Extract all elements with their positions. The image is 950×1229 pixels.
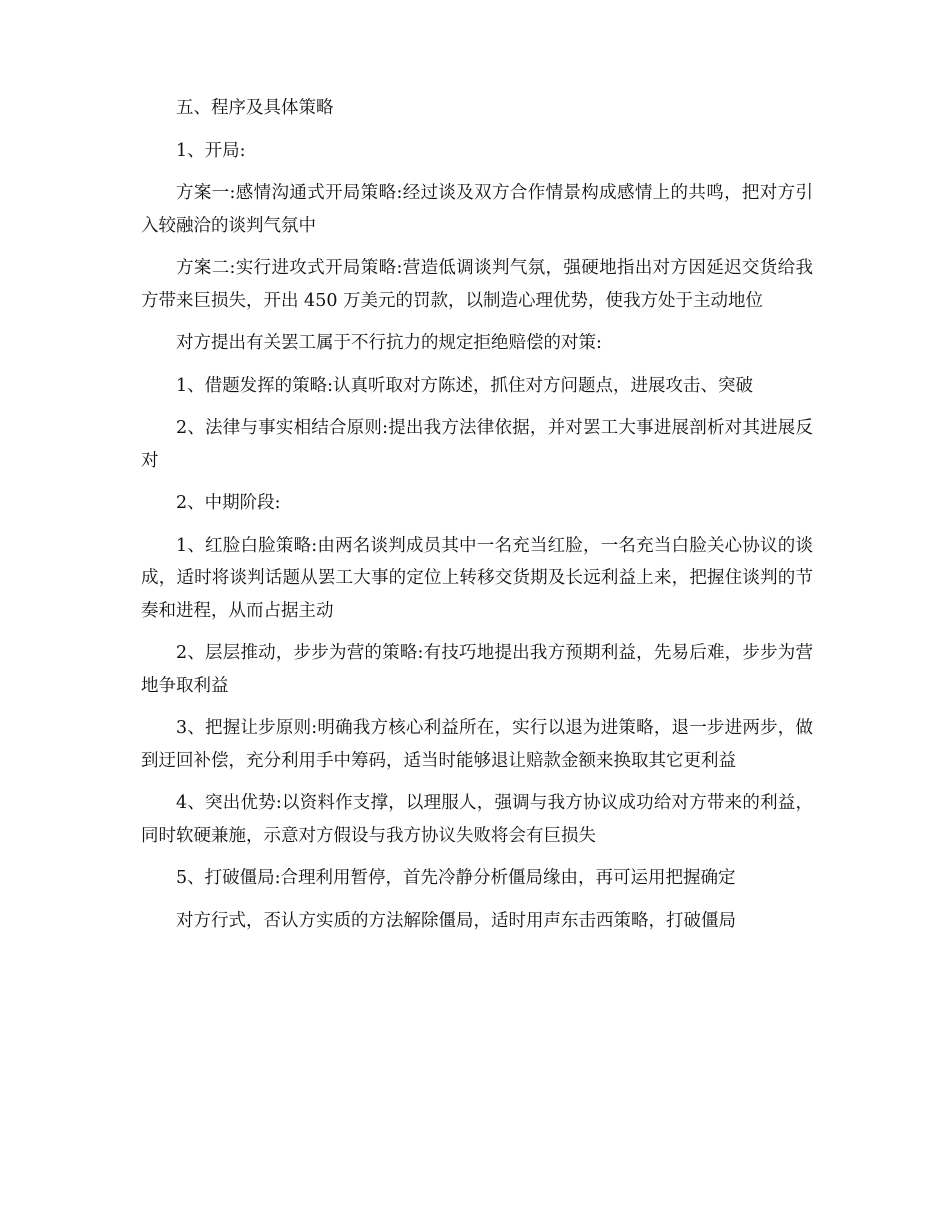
paragraph-middle-5: 5、打破僵局:合理利用暂停，首先冷静分析僵局缘由，再可运用把握确定 [176,868,736,888]
paragraph-middle-1: 1、红脸白脸策略:由两名谈判成员其中一名充当红脸，一名充当白脸关心协议的谈成，适时将谈判话题从罢工大事的定位上转移交货期及长远利益上来，把握住谈判的节奏和进程，从而占据主动 [141,535,813,621]
paragraph-middle-3: 3、把握让步原则:明确我方核心利益所在，实行以退为进策略，退一步进两步，做到迂回补偿，充分利用手中筹码，适当时能够退让赔款金额来换取其它更利益 [141,718,813,771]
paragraph-middle-4: 4、突出优势:以资料作支撑，以理服人，强调与我方协议成功给对方带来的利益，同时软硬兼施，示意对方假设与我方协议失败将会有巨损失 [141,793,813,846]
paragraph-middle-5-continued: 对方行式，否认方实质的方法解除僵局，适时用声东击西策略，打破僵局 [176,910,736,931]
subsection-heading-middle: 2、中期阶段: [176,493,281,513]
paragraph-middle-2: 2、层层推动，步步为营的策略:有技巧地提出我方预期利益，先易后难，步步为营地争取利益 [141,643,813,696]
section-heading: 五、程序及具体策略 [176,98,334,118]
paragraph-strategy-1: 1、借题发挥的策略:认真听取对方陈述，抓住对方问题点，进展攻击、突破 [176,375,754,396]
document-body [141,92,813,947]
subsection-heading-opening: 1、开局: [176,140,246,161]
paragraph-plan-one: 方案一:感情沟通式开局策略:经过谈及双方合作情景构成感情上的共鸣，把对方引入较融洽的谈判气氛中 [141,183,813,236]
paragraph-plan-two: 方案二:实行进攻式开局策略:营造低调谈判气氛，强硬地指出对方因延迟交货给我方带来巨损失，开出 450 万美元的罚款，以制造心理优势，使我方处于主动地位 [141,258,813,311]
paragraph-strategy-2: 2、法律与事实相结合原则:提出我方法律依据，并对罢工大事进展剖析对其进展反对 [141,418,813,471]
paragraph-countermeasure-intro: 对方提出有关罢工属于不行抗力的规定拒绝赔偿的对策: [176,333,602,353]
